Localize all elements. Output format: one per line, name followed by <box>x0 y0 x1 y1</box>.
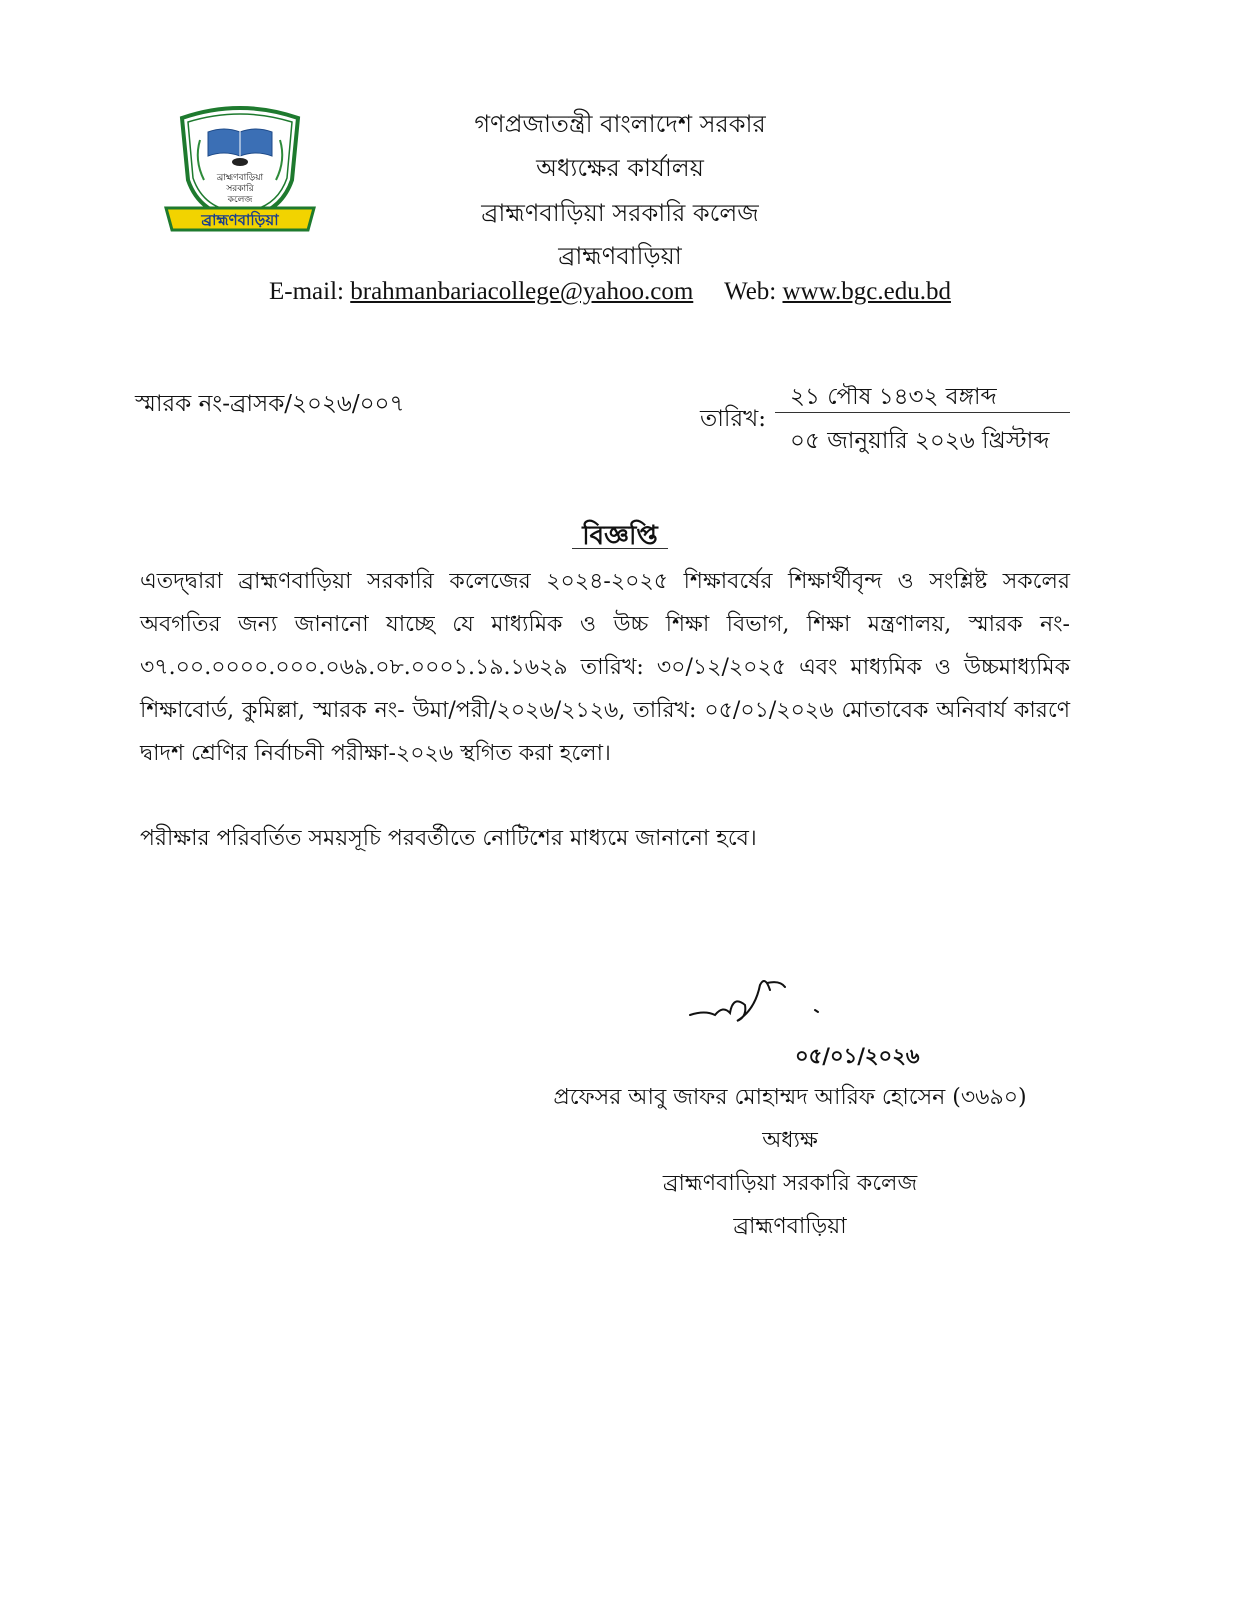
date-label: তারিখ: <box>700 406 767 432</box>
date-bangla: ২১ পৌষ ১৪৩২ বঙ্গাব্দ <box>790 384 997 410</box>
signatory-location: ব্রাহ্মণবাড়িয়া <box>733 1214 847 1239</box>
notice-title: বিজ্ঞপ্তি <box>582 521 658 551</box>
college-name: ব্রাহ্মণবাড়িয়া সরকারি কলেজ <box>481 199 759 227</box>
memo-number: স্মারক নং-ব্রাসক/২০২৬/০০৭ <box>135 391 405 417</box>
date-divider <box>775 412 1070 413</box>
signatory-designation: অধ্যক্ষ <box>762 1128 818 1153</box>
college-location: ব্রাহ্মণবাড়িয়া <box>558 242 682 270</box>
logo-text-line1: ব্রাহ্মণবাড়িয়া <box>216 173 264 183</box>
govt-name: গণপ্রজাতন্ত্রী বাংলাদেশ সরকার <box>474 110 766 138</box>
office-name: অধ্যক্ষের কার্যালয় <box>536 154 704 182</box>
notice-body: এতদ্দ্বারা ব্রাহ্মণবাড়িয়া সরকারি কলেজের ২০২৪-২০২৫ শিক্ষাবর্ষের শিক্ষার্থীবৃন্দ ও সংশ্লিষ্ট সকলের অবগতির জন্য জানানো যাচ্ছে যে মাধ্যমিক ও উচ্চ শিক্ষা বিভাগ, শিক্ষা মন্ত্রণালয়, স্মারক নং- ৩৭.০০.০০০০.০০০.০৬৯.০৮.০০০১.১৯.১৬২৯ তারিখ: ৩০/১২/২০২৫ এবং মাধ্যমিক ও উচ্চমাধ্যমিক শিক্ষাবোর্ড, কুমিল্লা, স্মারক নং- উমা/পরী/২০২৬/২১২৬, তারিখ: ০৫/০১/২০২৬ মোতাবেক অনিবার্য কারণে দ্বাদশ শ্রেণির নির্বাচনী পরীক্ষা-২০২৬ স্থগিত করা হলো। <box>140 569 1070 766</box>
signatory-institution: ব্রাহ্মণবাড়িয়া সরকারি কলেজ <box>662 1171 918 1196</box>
web-label: Web: <box>724 278 777 305</box>
signature-date: ০৫/০১/২০২৬ <box>795 1043 920 1068</box>
signatory-name: প্রফেসর আবু জাফর মোহাম্মদ আরিফ হোসেন (৩৬৯০) <box>553 1085 1027 1110</box>
email-label: E-mail: <box>269 278 344 305</box>
logo-text-line3: কলেজ <box>227 195 253 205</box>
website-link[interactable]: www.bgc.edu.bd <box>782 278 951 305</box>
date-gregorian: ০৫ জানুয়ারি ২০২৬ খ্রিস্টাব্দ <box>790 428 1050 454</box>
signature-image <box>685 965 835 1035</box>
contact-line <box>180 278 1040 306</box>
email-link[interactable]: brahmanbariacollege@yahoo.com <box>350 278 694 305</box>
logo-banner-text: ব্রাহ্মণবাড়িয়া <box>201 211 279 229</box>
notice-followup: পরীক্ষার পরিবর্তিত সময়সূচি পরবর্তীতে নোটিশের মাধ্যমে জানানো হবে। <box>140 826 757 851</box>
title-underline <box>572 548 668 549</box>
logo-text-line2: সরকারি <box>226 184 254 194</box>
college-logo <box>160 100 320 245</box>
